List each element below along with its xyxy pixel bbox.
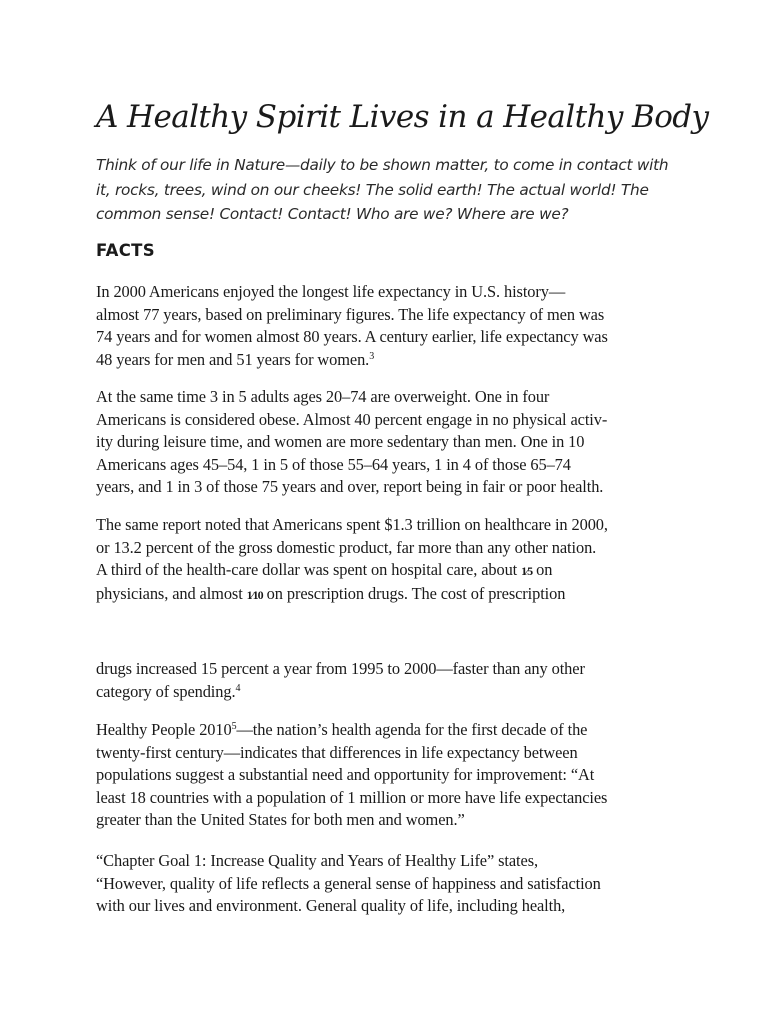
text-fragment: physicians, and almost: [96, 583, 247, 603]
paragraph: [96, 386, 676, 499]
epigraph-line: it, rocks, trees, wind on our cheeks! The solid earth! The actual world! The: [96, 180, 649, 199]
paragraph: [96, 719, 676, 832]
text-line: almost 77 years, based on preliminary figures. The life expectancy of men was: [96, 304, 605, 324]
text-line: [96, 349, 676, 372]
text-line: Americans is considered obese. Almost 40 percent engage in no physical activ-: [96, 409, 608, 429]
epigraph-line: common sense! Contact! Contact! Who are we? Where are we?: [96, 205, 569, 223]
text-line: “However, quality of life reflects a general sense of happiness and satisfaction: [96, 873, 601, 893]
text-line: years, and 1 in 3 of those 75 years and over, report being in fair or poor health.: [96, 477, 604, 497]
text-line: “Chapter Goal 1: Increase Quality and Years of Healthy Life” states,: [96, 851, 538, 870]
text-fragment: Healthy People 2010: [96, 720, 232, 739]
text-line: greater than the United States for both men and women.”: [96, 810, 465, 830]
fraction-one-fifth: 1⁄5: [521, 564, 533, 579]
text-fragment: A third of the health-care dollar was spent on hospital care, about: [96, 560, 522, 580]
text-line: In 2000 Americans enjoyed the longest life expectancy in U.S. history—: [96, 282, 566, 301]
text-line: least 18 countries with a population of 1 million or more have life expectancies: [96, 787, 608, 807]
text-line: At the same time 3 in 5 adults ages 20–74 are overweight. One in four: [96, 387, 550, 406]
text-fragment: —the nation’s health agenda for the first decade of the: [236, 720, 588, 739]
epigraph: [96, 153, 676, 227]
text-line: [96, 559, 676, 583]
text-line: [96, 681, 676, 704]
footnote-marker[interactable]: 5: [231, 721, 237, 732]
text-line: ity during leisure time, and women are more sedentary than men. One in 10: [96, 432, 585, 452]
text-fragment: on: [532, 560, 553, 580]
text-line: 74 years and for women almost 80 years. A century earlier, life expectancy was: [96, 327, 608, 347]
epigraph-line: Think of our life in Nature—daily to be shown matter, to come in contact with: [96, 156, 669, 174]
text-line: [96, 583, 676, 607]
text-fragment: 48 years for men and 51 years for women.: [96, 349, 370, 369]
text-line: drugs increased 15 percent a year from 1995 to 2000—faster than any other: [96, 659, 585, 678]
paragraph: [96, 514, 676, 606]
paragraph: [96, 658, 676, 703]
text-line: twenty-first century—indicates that differences in life expectancy between: [96, 742, 578, 762]
page-title: A Healthy Spirit Lives in a Healthy Body: [96, 99, 709, 135]
text-line: populations suggest a substantial need and opportunity for improvement: “At: [96, 765, 595, 785]
text-line: or 13.2 percent of the gross domestic product, far more than any other nation.: [96, 537, 597, 557]
text-fragment: category of spending.: [96, 681, 236, 701]
paragraph: [96, 281, 676, 371]
footnote-marker[interactable]: 3: [369, 350, 375, 362]
fraction-one-tenth: 1⁄10: [246, 587, 263, 602]
paragraph: [96, 850, 676, 918]
footnote-marker[interactable]: 4: [235, 682, 241, 694]
text-line: [96, 719, 676, 742]
section-heading: FACTS: [96, 241, 155, 260]
text-fragment: on prescription drugs. The cost of prescription: [262, 583, 566, 603]
text-line: Americans ages 45–54, 1 in 5 of those 55–64 years, 1 in 4 of those 65–74: [96, 454, 571, 474]
text-line: with our lives and environment. General quality of life, including health,: [96, 896, 566, 916]
text-line: The same report noted that Americans spent $1.3 trillion on healthcare in 2000,: [96, 515, 608, 534]
